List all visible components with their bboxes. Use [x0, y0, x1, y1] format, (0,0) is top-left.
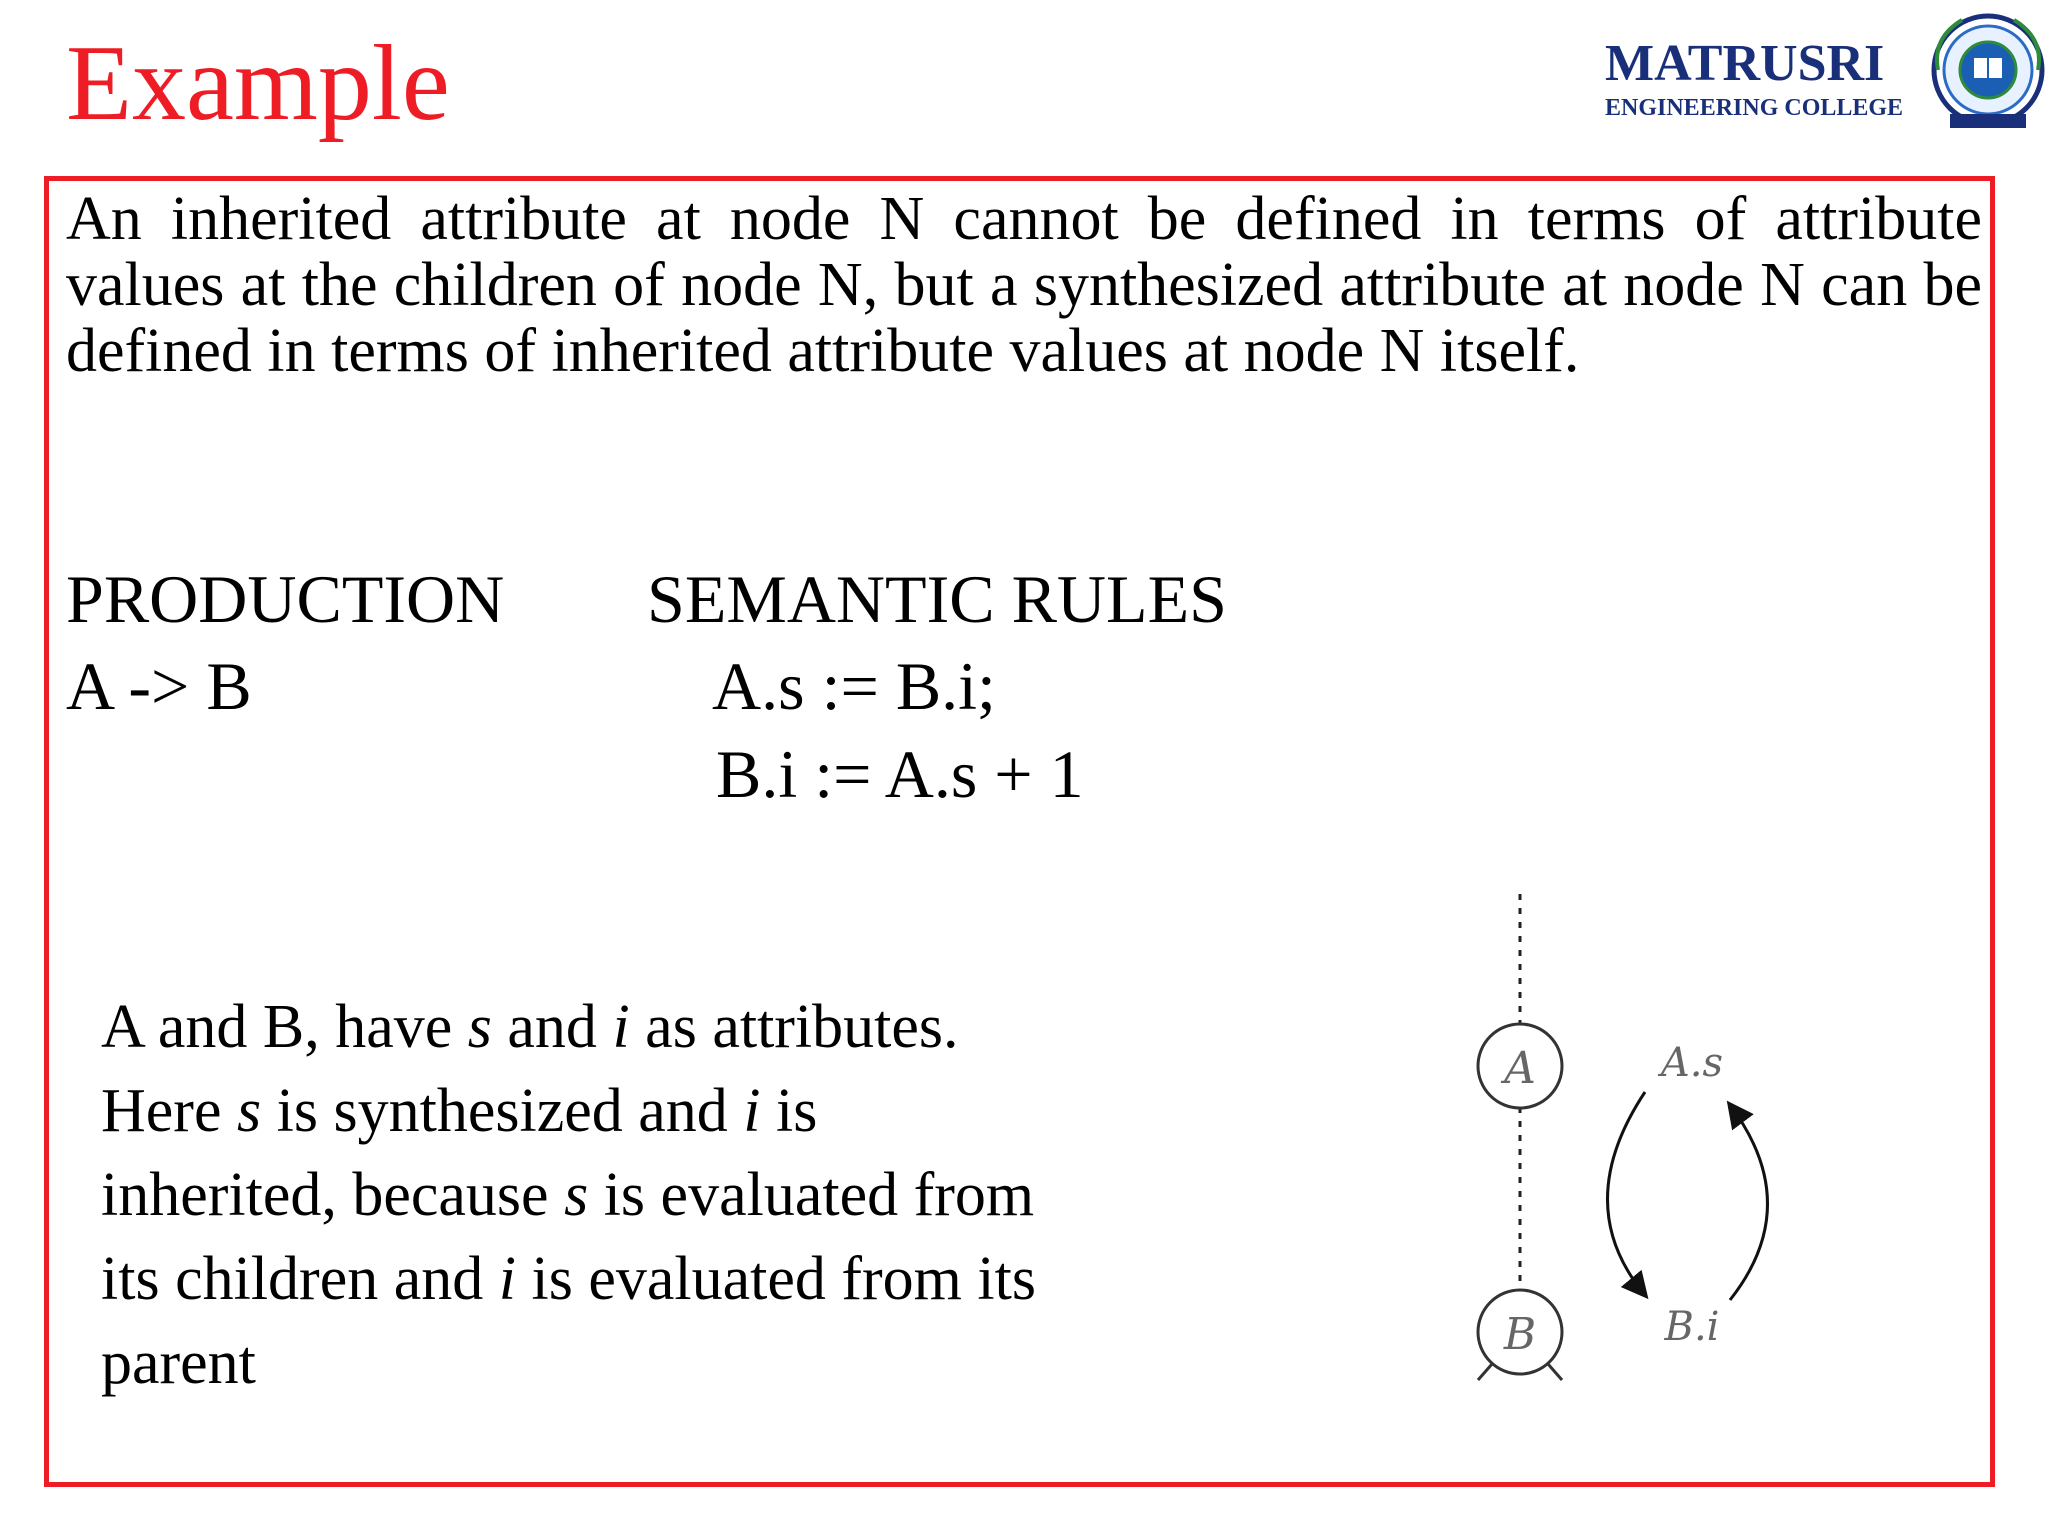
semantic-rule-2: B.i := A.s + 1: [716, 736, 1084, 812]
label-a-s: A.s: [1660, 1040, 1724, 1086]
logo-college-subtitle: ENGINEERING COLLEGE: [1605, 95, 1904, 121]
explanation-line: inherited, because s is evaluated from: [101, 1161, 1035, 1229]
child-edge-right: [1548, 1364, 1562, 1380]
intro-paragraph: An inherited attribute at node N cannot be defined in terms of attribute values at the children of node N, but a synthesized attribute at node N can be defined in terms of inherited attribute values at node N itself.: [66, 185, 1982, 385]
label-b-i: B.i: [1664, 1304, 1720, 1350]
slide-title: Example: [66, 24, 450, 143]
child-edge-left: [1478, 1364, 1492, 1380]
arrow-as-to-bi: [1608, 1092, 1646, 1295]
explanation-line: A and B, have s and i as attributes.: [101, 993, 959, 1061]
explanation-line: parent: [101, 1329, 256, 1397]
arrow-bi-to-as: [1730, 1105, 1768, 1300]
semantic-rule-1: A.s := B.i;: [712, 648, 996, 724]
explanation-line: Here s is synthesized and i is: [101, 1077, 818, 1145]
production-rule: A -> B: [66, 648, 252, 724]
college-seal-icon: [1928, 8, 2048, 140]
semantic-rules-header: SEMANTIC RULES: [647, 561, 1227, 637]
explanation-line: its children and i is evaluated from its: [101, 1245, 1036, 1313]
dependency-graph: [1440, 880, 1810, 1400]
production-header: PRODUCTION: [66, 561, 505, 637]
explanation-paragraph: [101, 985, 1201, 1405]
node-a-label: A: [1504, 1043, 1536, 1094]
node-b-label: B: [1503, 1309, 1537, 1360]
logo-college-name: MATRUSRI: [1605, 35, 1885, 92]
